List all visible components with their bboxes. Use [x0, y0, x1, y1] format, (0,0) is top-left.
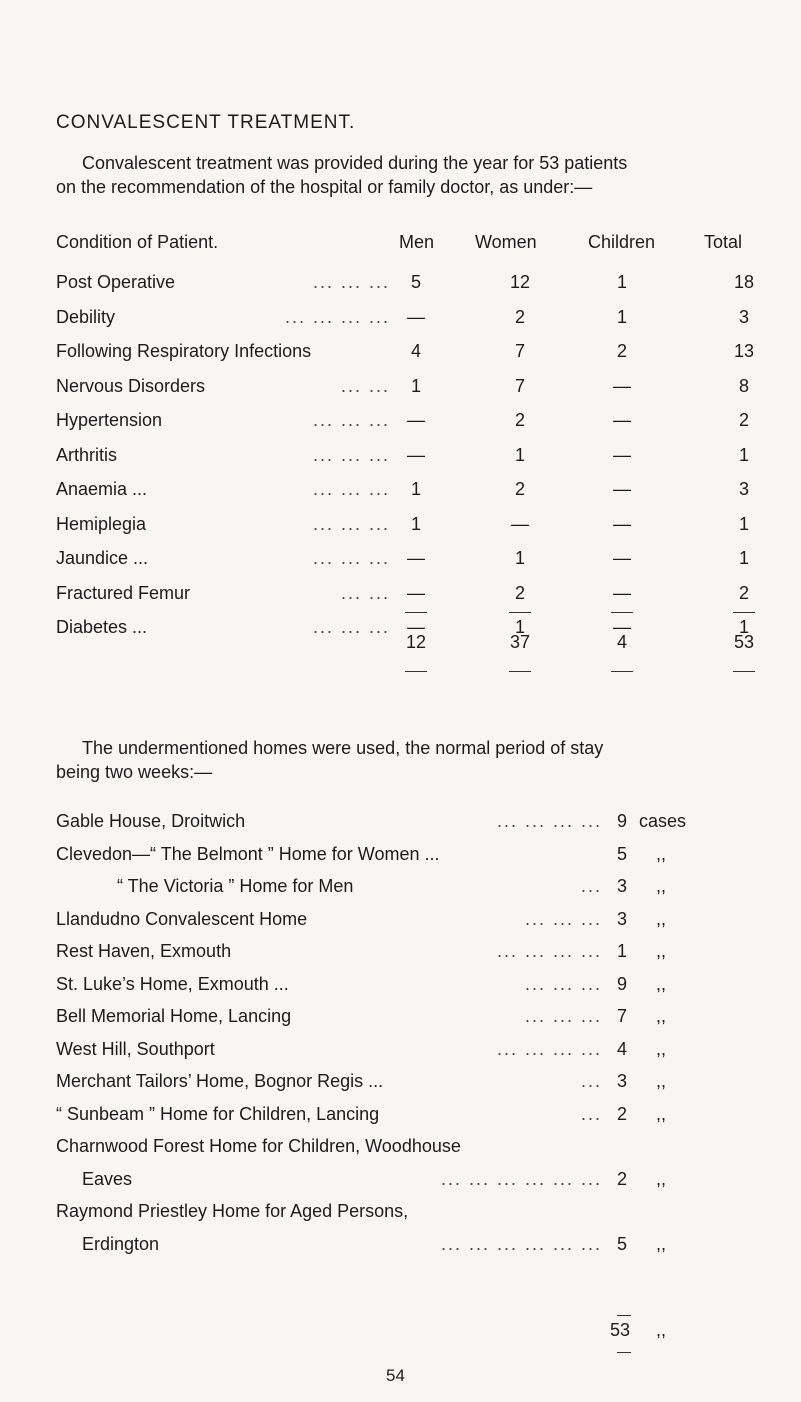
home-count: 2: [617, 1104, 628, 1124]
cell-men: 5: [410, 272, 421, 292]
cell-men: —: [407, 445, 425, 465]
dot-leader: ... ... ... ... ... ...: [440, 1169, 602, 1189]
rule-women-bottom: [509, 671, 531, 672]
rule-total-bottom: [733, 671, 755, 672]
condition-label: Anaemia ...: [56, 479, 148, 499]
homes-intro-line-1: The undermentioned homes were used, the normal period of stay: [82, 738, 604, 758]
cell-children: —: [613, 445, 631, 465]
cell-total: 1: [738, 548, 749, 568]
rule-women-top: [509, 612, 531, 613]
home-unit: ,,: [656, 1071, 667, 1091]
cell-men: —: [407, 583, 425, 603]
home-label: Rest Haven, Exmouth: [56, 941, 232, 961]
condition-label: Jaundice ...: [56, 548, 149, 568]
cell-total: 1: [738, 514, 749, 534]
home-count: 5: [617, 844, 628, 864]
dot-leader: ...: [580, 876, 602, 896]
dot-leader: ... ... ... ...: [496, 941, 602, 961]
condition-label: Following Respiratory Infections: [56, 341, 312, 361]
cell-total: 1: [738, 617, 749, 637]
cell-women: —: [511, 514, 529, 534]
dot-leader: ... ... ...: [312, 410, 390, 430]
condition-label: Fractured Femur: [56, 583, 191, 603]
condition-label: Diabetes ...: [56, 617, 148, 637]
home-label: Bell Memorial Home, Lancing: [56, 1006, 292, 1026]
condition-label: Arthritis: [56, 445, 118, 465]
cell-women: 7: [514, 376, 525, 396]
home-unit: ,,: [656, 1234, 667, 1254]
intro-line-1: Convalescent treatment was provided during the year for 53 patients: [82, 153, 628, 173]
cell-women: 7: [514, 341, 525, 361]
cell-total: 13: [733, 341, 755, 361]
cell-total: 18: [733, 272, 755, 292]
cell-children: —: [613, 514, 631, 534]
header-condition: Condition of Patient.: [56, 232, 219, 252]
rule-men-top: [405, 612, 427, 613]
home-label: West Hill, Southport: [56, 1039, 215, 1059]
rule-children-top: [611, 612, 633, 613]
home-label: Gable House, Droitwich: [56, 811, 246, 831]
home-count: 3: [617, 876, 628, 896]
home-label: “ Sunbeam ” Home for Children, Lancing: [56, 1104, 380, 1124]
cell-total: 3: [738, 307, 749, 327]
cell-men: 1: [410, 376, 421, 396]
home-unit: ,,: [656, 1006, 667, 1026]
intro-line-2: on the recommendation of the hospital or family doctor, as under:—: [56, 177, 593, 197]
home-unit: ,,: [656, 941, 667, 961]
dot-leader: ... ... ...: [524, 909, 602, 929]
cell-women: 1: [514, 548, 525, 568]
dot-leader: ...: [580, 1071, 602, 1091]
condition-label: Nervous Disorders: [56, 376, 206, 396]
cell-women: 2: [514, 410, 525, 430]
home-unit: cases: [639, 811, 687, 831]
dot-leader: ... ...: [340, 583, 390, 603]
home-label: Merchant Tailors’ Home, Bognor Regis ...: [56, 1071, 384, 1091]
home-count: 3: [617, 909, 628, 929]
cell-total: 2: [738, 583, 749, 603]
page-heading: CONVALESCENT TREATMENT.: [56, 112, 356, 133]
dot-leader: ... ... ...: [312, 479, 390, 499]
cell-children: —: [613, 617, 631, 637]
cell-men: 1: [410, 479, 421, 499]
homes-intro-line-2: being two weeks:—: [56, 762, 213, 782]
cell-children: 1: [616, 307, 627, 327]
home-count: 4: [617, 1039, 628, 1059]
condition-label: Debility: [56, 307, 116, 327]
homes-total-unit: ,,: [656, 1320, 667, 1340]
home-label-continued: Erdington: [82, 1234, 160, 1254]
cell-men: —: [407, 307, 425, 327]
cell-children: —: [613, 376, 631, 396]
cell-men: 1: [410, 514, 421, 534]
cell-women: 2: [514, 479, 525, 499]
cell-children: —: [613, 583, 631, 603]
cell-total: 1: [738, 445, 749, 465]
dot-leader: ... ... ...: [312, 548, 390, 568]
cell-men: —: [407, 617, 425, 637]
total-men: 12: [405, 632, 427, 652]
cell-children: —: [613, 548, 631, 568]
cell-men: —: [407, 548, 425, 568]
cell-women: 12: [509, 272, 531, 292]
cell-men: 4: [410, 341, 421, 361]
header-total: Total: [704, 232, 743, 252]
cell-women: 1: [514, 445, 525, 465]
rule-children-bottom: [611, 671, 633, 672]
rule-total-top: [733, 612, 755, 613]
dot-leader: ... ... ...: [524, 1006, 602, 1026]
home-label: St. Luke’s Home, Exmouth ...: [56, 974, 289, 994]
cell-children: —: [613, 410, 631, 430]
home-count: 3: [617, 1071, 628, 1091]
dot-leader: ... ... ... ... ... ...: [440, 1234, 602, 1254]
home-count: 9: [617, 811, 628, 831]
dot-leader: ... ... ...: [312, 617, 390, 637]
dot-leader: ... ... ...: [312, 445, 390, 465]
home-label: Clevedon—“ The Belmont ” Home for Women ...: [56, 844, 440, 864]
home-count: 2: [617, 1169, 628, 1189]
home-unit: ,,: [656, 909, 667, 929]
home-unit: ,,: [656, 1169, 667, 1189]
total-total: 53: [733, 632, 755, 652]
home-label: “ The Victoria ” Home for Men: [117, 876, 354, 896]
header-men: Men: [399, 232, 435, 252]
page-number: 54: [386, 1366, 405, 1385]
cell-women: 1: [514, 617, 525, 637]
dot-leader: ... ... ... ...: [284, 307, 390, 327]
dot-leader: ...: [580, 1104, 602, 1124]
cell-total: 2: [738, 410, 749, 430]
cell-children: 1: [616, 272, 627, 292]
cell-children: —: [613, 479, 631, 499]
header-women: Women: [475, 232, 537, 252]
home-unit: ,,: [656, 1039, 667, 1059]
dot-leader: ... ...: [340, 376, 390, 396]
home-count: 7: [617, 1006, 628, 1026]
cell-men: —: [407, 410, 425, 430]
condition-label: Hypertension: [56, 410, 163, 430]
dot-leader: ... ... ... ...: [496, 811, 602, 831]
header-children: Children: [588, 232, 656, 252]
home-label-continued: Eaves: [82, 1169, 133, 1189]
home-label: Raymond Priestley Home for Aged Persons,: [56, 1201, 409, 1221]
home-label: Llandudno Convalescent Home: [56, 909, 308, 929]
home-unit: ,,: [656, 844, 667, 864]
cell-children: 2: [616, 341, 627, 361]
dot-leader: ... ... ...: [312, 514, 390, 534]
home-count: 9: [617, 974, 628, 994]
rule-homes-top: [617, 1315, 631, 1316]
cell-total: 3: [738, 479, 749, 499]
home-count: 1: [617, 941, 628, 961]
home-unit: ,,: [656, 974, 667, 994]
condition-label: Hemiplegia: [56, 514, 147, 534]
home-label: Charnwood Forest Home for Children, Woodhouse: [56, 1136, 461, 1156]
cell-total: 8: [738, 376, 749, 396]
rule-homes-bottom: [617, 1352, 631, 1353]
condition-label: Post Operative: [56, 272, 176, 292]
homes-total-count: 53: [610, 1320, 631, 1340]
dot-leader: ... ... ...: [312, 272, 390, 292]
cell-women: 2: [514, 583, 525, 603]
total-children: 4: [616, 632, 627, 652]
home-count: 5: [617, 1234, 628, 1254]
rule-men-bottom: [405, 671, 427, 672]
home-unit: ,,: [656, 876, 667, 896]
dot-leader: ... ... ...: [524, 974, 602, 994]
cell-women: 2: [514, 307, 525, 327]
home-unit: ,,: [656, 1104, 667, 1124]
dot-leader: ... ... ... ...: [496, 1039, 602, 1059]
total-women: 37: [509, 632, 531, 652]
